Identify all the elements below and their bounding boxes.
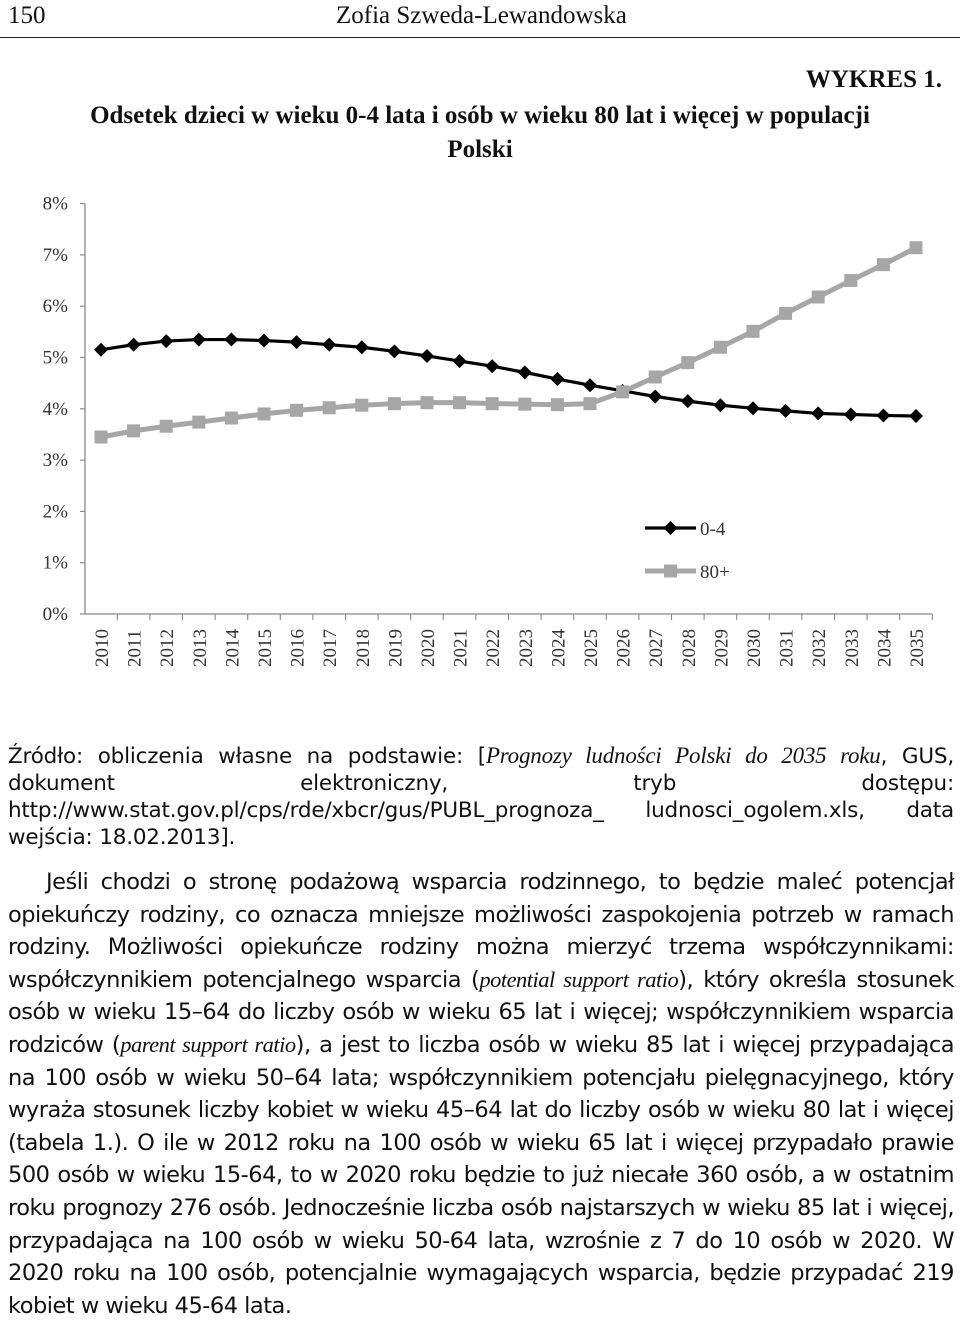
figure-title [0,99,960,167]
data-point-0-4 [94,343,108,357]
y-tick-label: 0% [42,604,68,625]
source-title: Prognozy ludności Polski do 2035 roku [485,743,881,768]
data-point-0-4 [355,340,369,354]
x-tick-label: 2032 [809,629,831,667]
body-paragraph [8,866,954,1322]
data-point-0-4 [713,398,727,412]
data-point-0-4 [648,389,662,403]
data-point-80+ [421,396,434,409]
data-point-80+ [747,325,760,338]
data-point-0-4 [159,334,173,348]
x-tick-label: 2014 [222,629,244,667]
x-tick-label: 2010 [92,629,113,667]
paragraph-text-a: Jeśli chodzi o stronę podażową wsparcia rodzinnego, to będzie maleć potencjał opiekuńczy rodziny, co oznacza mniejsze możliwości zaspokojenia potrzeb w ramach rodziny. Możliwości opiekuńcze rodziny można mierzyć trzema współczynnikami: współczynnikiem potencjalnego wsparcia ( [8,869,954,993]
figure-source [8,742,954,851]
data-point-0-4 [420,349,434,363]
data-point-0-4 [681,394,695,408]
page-header [0,0,960,38]
data-point-80+ [649,370,662,383]
data-point-80+ [95,431,108,444]
data-point-0-4 [192,333,206,347]
paragraph-text-c: ), a jest to liczba osób w wieku 85 lat i więcej przypadająca na 100 osób w wieku 50–64 lata; współczynnikiem potencjału pielęgnacyjnego, który wyraża stosunek liczby kobiet w wieku 45–64 lat do liczby osób w wieku 80 lat i więcej (tabela 1.). O ile w 2012 roku na 100 osób w wieku 65 lat i więcej przypadało prawie 500 osób w wieku 15-64, to w 2020 roku będzie to już niecałe 360 osób, a w ostatnim roku prognozy 276 osób. Jednocześnie liczba osób najstarszych w wieku 85 lat i więcej, przypadająca na 100 osób w wieku 50-64 lata, wzrośnie z 7 do 10 osób w 2020. W 2020 roku na 100 osób, potencjalnie wymagających wsparcia, będzie przypadać 219 kobiet w wieku 45-64 lata. [8,1031,954,1319]
x-tick-label: 2026 [613,629,635,667]
page-number: 150 [8,2,46,29]
data-point-0-4 [453,354,467,368]
x-tick-label: 2034 [874,629,896,667]
data-point-80+ [518,398,531,411]
x-tick-label: 2021 [450,629,472,667]
data-point-80+ [616,385,629,398]
legend-label-0-4: 0-4 [700,519,726,540]
legend-marker-0-4 [664,521,678,535]
source-prefix: Źródło: obliczenia własne na podstawie: [ [8,744,486,769]
data-point-0-4 [290,335,304,349]
data-point-0-4 [583,378,597,392]
data-point-80+ [127,424,140,437]
data-point-80+ [844,274,857,287]
data-point-80+ [681,356,694,369]
x-tick-label: 2025 [581,629,602,667]
data-point-80+ [258,407,271,420]
y-tick-label: 4% [42,398,68,420]
x-tick-label: 2016 [287,629,309,667]
x-tick-label: 2027 [646,629,668,667]
x-tick-label: 2022 [483,629,505,667]
data-point-80+ [877,258,890,271]
data-point-0-4 [876,408,890,422]
y-tick-label: 2% [42,501,68,523]
data-point-0-4 [550,372,564,386]
x-tick-label: 2030 [744,629,765,667]
x-tick-label: 2011 [124,629,146,667]
x-tick-label: 2015 [255,629,276,667]
data-point-80+ [584,397,597,410]
x-tick-label: 2023 [515,629,537,667]
data-point-0-4 [811,406,825,420]
data-point-0-4 [779,404,793,418]
data-point-80+ [323,401,336,414]
data-point-0-4 [844,407,858,421]
series-line-80+ [101,248,916,437]
x-tick-label: 2029 [711,629,733,667]
data-point-80+ [486,397,499,410]
y-tick-label: 8% [42,193,68,215]
running-head-author: Zofia Szweda-Lewandowska [336,2,627,29]
x-tick-label: 2013 [189,629,211,667]
y-tick-label: 6% [42,296,68,318]
y-tick-label: 3% [42,450,68,472]
data-point-80+ [388,397,401,410]
data-point-0-4 [485,359,499,373]
data-point-80+ [453,396,466,409]
source-suffix: , GUS, dokument elektroniczny, tryb dostępu: http://www.stat.gov.pl/cps/rde/xbcr/gus/PUBL_prognoza_ ludnosci_ogolem.xls, data wejścia: 18.02.2013]. [8,744,954,850]
x-tick-label: 2017 [320,629,342,667]
figure-title-line1: Odsetek dzieci w wieku 0-4 lata i osób w wieku 80 lat i więcej w populacji [90,102,870,129]
figure-label: WYKRES 1. [805,66,942,93]
data-point-80+ [355,399,368,412]
x-tick-label: 2031 [776,629,798,667]
x-tick-label: 2033 [841,629,863,667]
line-chart [0,185,960,695]
y-tick-label: 7% [42,244,68,266]
data-point-80+ [225,412,238,425]
y-tick-label: 1% [42,552,68,574]
y-tick-label: 5% [42,347,68,369]
x-tick-label: 2012 [157,629,179,667]
data-point-0-4 [387,344,401,358]
data-point-80+ [192,416,205,429]
data-point-0-4 [518,365,532,379]
paragraph-text-b: ), który określa stosunek osób w wieku 15–64 do liczby osób w wieku 65 lat i więcej; współczynnikiem wsparcia rodziców ( [8,966,954,1058]
data-point-80+ [910,241,923,254]
data-point-80+ [812,290,825,303]
data-point-0-4 [746,401,760,415]
legend-label-80+: 80+ [700,562,730,583]
data-point-80+ [290,404,303,417]
x-tick-label: 2019 [385,629,407,667]
figure-title-line2: Polski [447,136,513,163]
x-tick-label: 2024 [548,629,570,667]
data-point-0-4 [909,409,923,423]
data-point-80+ [779,307,792,320]
legend-marker-80+ [664,565,677,578]
x-tick-label: 2035 [907,629,928,667]
data-point-0-4 [322,338,336,352]
data-point-80+ [160,420,173,433]
data-point-80+ [551,398,564,411]
data-point-0-4 [257,334,271,348]
data-point-80+ [714,341,727,354]
term-potential-support-ratio: potential support ratio [479,966,679,992]
data-point-0-4 [224,333,238,347]
term-parent-support-ratio: parent support ratio [120,1031,296,1057]
x-tick-label: 2020 [418,629,439,667]
data-point-0-4 [127,338,141,352]
x-tick-label: 2028 [678,629,700,667]
x-tick-label: 2018 [352,629,374,667]
